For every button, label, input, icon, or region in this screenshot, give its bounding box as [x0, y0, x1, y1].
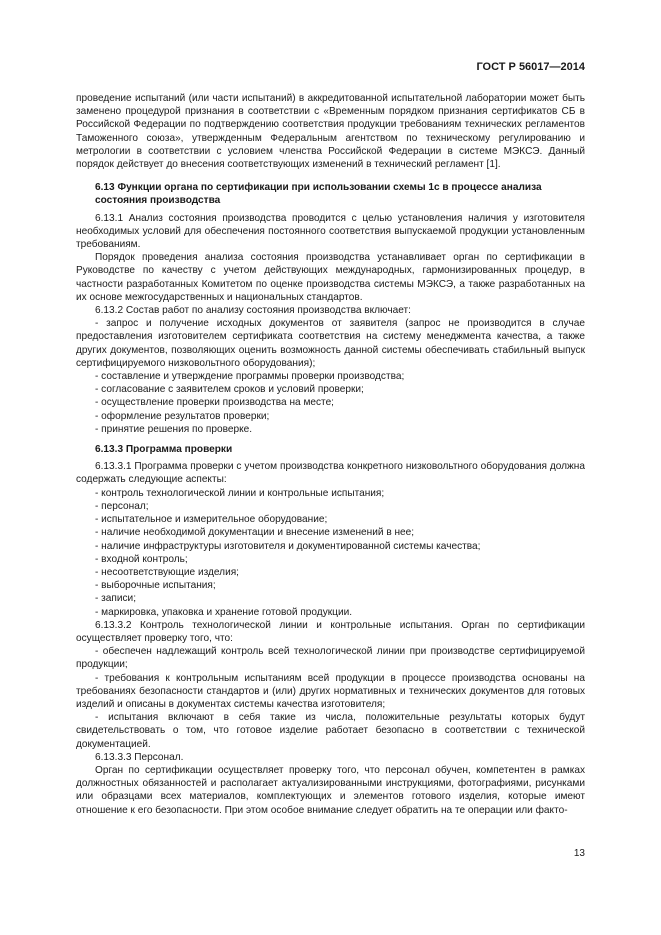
list-item: - входной контроль;	[95, 553, 188, 565]
list-item: - испытательное и измерительное оборудование;	[95, 514, 328, 526]
subsection-paragraph-3: 6.13.3.3 Персонал.	[95, 751, 184, 763]
section-heading-line2: состояния производства	[95, 195, 221, 207]
list-item: - несоответствующие изделия;	[95, 566, 239, 578]
list-item: - персонал;	[95, 500, 149, 512]
list-item: - согласование с заявителем сроков и условий проверки;	[95, 384, 364, 396]
list-item: - наличие необходимой документации и внесение изменений в нее;	[95, 527, 415, 539]
subsection-paragraph-2: 6.13.3.2 Контроль технологической линии и контрольные испытания. Орган по сертификации осуществляет проверку того, что:	[76, 619, 585, 644]
list-item: - запрос и получение исходных документов от заявителя (запрос не производится в случае предоставления изготовителем сертификата соответствия на систему менеджмента качества, а также других документов, позволяющих оценить возможность данной системы обеспечивать стабильный выпуск сертифицируемого низковольтного оборудования);	[76, 318, 585, 369]
list-item: - наличие инфраструктуры изготовителя и документированной системы качества;	[95, 540, 481, 552]
section-paragraph-3: 6.13.2 Состав работ по анализу состояния производства включает:	[95, 305, 411, 317]
list-item: - принятие решения по проверке.	[95, 423, 253, 435]
section-paragraph-1: 6.13.1 Анализ состояния производства проводится с целью установления наличия у изготовителя необходимых условий для обеспечения постоянного соответствия выпускаемой продукции установленным требованиям.	[76, 212, 585, 251]
list-item: - маркировка, упаковка и хранение готовой продукции.	[95, 606, 353, 618]
standard-header: ГОСТ Р 56017—2014	[476, 61, 585, 73]
section-heading-line1: 6.13 Функции органа по сертификации при использовании схемы 1с в процессе анализа	[95, 182, 542, 194]
list-item: - контроль технологической линии и контрольные испытания;	[95, 487, 385, 499]
list-item: - требования к контрольным испытаниям всей продукции в процессе производства основаны на требованиях безопасности стандартов и (или) других нормативных и технических документов для готовых изделий и описаны в документах системы качества изготовителя;	[76, 672, 585, 710]
section-heading	[76, 181, 585, 207]
subsection-paragraph-4: Орган по сертификации осуществляет проверку того, что персонал обучен, компетентен в рамках должностных обязанностей и располагает актуализированными инструкциями, фотографиями, рисунками или образцами всех материалов, комплектующих и элементов готового изделия, которые имеют отношение к его безопасности. При этом особое внимание следует обратить на те операции или факто-	[76, 764, 585, 816]
list-item: - записи;	[95, 593, 137, 605]
list-item: - осуществление проверки производства на месте;	[95, 397, 334, 409]
list-item: - оформление результатов проверки;	[95, 410, 270, 422]
list-item: - выборочные испытания;	[95, 580, 216, 592]
list-item: - обеспечен надлежащий контроль всей технологической линии при производстве сертифицируемой продукции;	[76, 646, 585, 671]
section-paragraph-2: Порядок проведения анализа состояния производства устанавливает орган по сертификации в Руководстве по качеству с учетом действующих международных, гармонизированных процедур, в частности разработанных Комитетом по оценке производства системы МЭКСЭ, а также разработанных на их основе межгосударственных и национальных стандартов.	[76, 252, 585, 303]
subsection-paragraph-1: 6.13.3.1 Программа проверки с учетом производства конкретного низковольтного оборудования должна содержать следующие аспекты:	[76, 461, 585, 486]
page-number: 13	[573, 848, 585, 859]
subsection-heading: 6.13.3 Программа проверки	[95, 444, 233, 456]
page-content	[76, 92, 585, 817]
intro-paragraph: проведение испытаний (или части испытаний) в аккредитованной испытательной лаборатории может быть заменено процедурой признания в соответствии с «Временным порядком признания сертификатов СБ в Российской Федерации по подтверждению соответствия продукции требованиям технических регламентов Таможенного союза», утвержденным Федеральным агентством по техническому регулированию и метрологии в соответствии с условием членства Российской Федерации в системе МЭКСЭ. Данный порядок действует до внесения соответствующих изменений в технический регламент [1].	[76, 93, 585, 171]
list-item: - составление и утверждение программы проверки производства;	[95, 371, 405, 383]
list-item: - испытания включают в себя такие из числа, положительные результаты которых будут свидетельствовать о том, что готовое изделие работает безопасно в соответствии с технической документацией.	[76, 712, 585, 750]
